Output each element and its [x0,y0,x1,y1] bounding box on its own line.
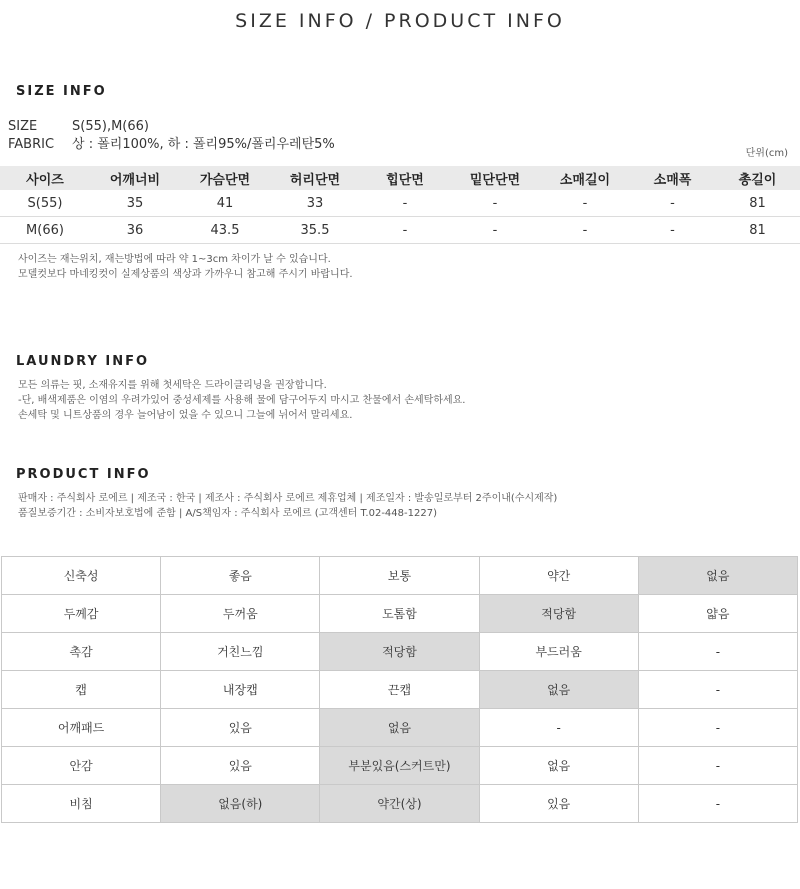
fabric-value: 상 : 폴리100%, 하 : 폴리95%/폴리우레탄5% [72,137,335,152]
size-table-header: 어깨너비 [90,166,180,190]
feel-option: 적당함 [320,633,479,671]
unit-label: 단위(cm) [745,148,788,159]
page-title: SIZE INFO / PRODUCT INFO [235,10,565,32]
feel-option: 두꺼움 [161,595,320,633]
size-notes [18,252,353,282]
feel-row [2,595,798,633]
feel-option: 끈캡 [320,671,479,709]
size-cell: S(55) [0,190,90,217]
feel-option: 내장캡 [161,671,320,709]
laundry-line: -단, 배색제품은 이염의 우려가있어 중성세제를 사용해 물에 담구어두지 마시고 찬물에서 손세탁하세요. [18,395,466,406]
product-notes [18,491,557,521]
feel-option: 보통 [320,557,479,595]
feel-option: - [638,785,797,823]
feel-row-label: 촉감 [2,633,161,671]
size-cell: 41 [180,190,270,217]
fabric-feel-table [1,556,798,823]
size-table-header: 총길이 [715,166,800,190]
size-cell: - [360,217,450,244]
size-cell: - [630,190,715,217]
size-cell: - [540,190,630,217]
size-cell: - [630,217,715,244]
size-note-line: 모델컷보다 마네킹컷이 실제상품의 색상과 가까우니 참고해 주시기 바랍니다. [18,269,353,280]
size-note-line: 사이즈는 재는위치, 재는방법에 따라 약 1~3cm 차이가 날 수 있습니다. [18,254,331,265]
feel-option: - [638,747,797,785]
feel-option: 얇음 [638,595,797,633]
feel-option: - [638,709,797,747]
size-cell: - [540,217,630,244]
feel-row-label: 안감 [2,747,161,785]
size-table-header: 사이즈 [0,166,90,190]
size-info-heading: SIZE INFO [16,84,107,99]
feel-row-label: 두께감 [2,595,161,633]
feel-row-label: 신축성 [2,557,161,595]
feel-option: 약간(상) [320,785,479,823]
size-table-header: 소매길이 [540,166,630,190]
feel-option: - [638,671,797,709]
feel-option: 약간 [479,557,638,595]
product-line: 판매자 : 주식회사 로에르 | 제조국 : 한국 | 제조사 : 주식회사 로에르 제휴업체 | 제조일자 : 발송일로부터 2주이내(수시제작) [18,493,558,504]
feel-option: 없음 [320,709,479,747]
size-cell: - [450,217,540,244]
feel-option: 없음 [479,747,638,785]
size-cell: 81 [715,190,800,217]
fabric-spec [8,133,335,152]
feel-option: 적당함 [479,595,638,633]
feel-option: 부분있음(스커트만) [320,747,479,785]
laundry-line: 모든 의류는 핏, 소재유지를 위해 첫세탁은 드라이클리닝을 권장합니다. [18,380,327,391]
size-cell: - [360,190,450,217]
feel-option: 있음 [161,747,320,785]
product-info-heading: PRODUCT INFO [16,467,151,482]
feel-option: 없음 [638,557,797,595]
feel-option: - [638,633,797,671]
size-table-header-row [0,166,800,190]
feel-row [2,785,798,823]
size-label: SIZE [8,119,38,134]
size-table [0,166,800,244]
table-row [0,190,800,217]
size-cell: - [450,190,540,217]
size-spec [8,119,149,134]
feel-row [2,633,798,671]
size-cell: 36 [90,217,180,244]
size-table-header: 허리단면 [270,166,360,190]
feel-option: 있음 [161,709,320,747]
feel-option: 없음 [479,671,638,709]
size-table-header: 가슴단면 [180,166,270,190]
feel-row [2,709,798,747]
feel-option: 부드러움 [479,633,638,671]
feel-row-label: 캡 [2,671,161,709]
size-value: S(55),M(66) [72,119,149,134]
feel-row-label: 어깨패드 [2,709,161,747]
feel-option: 있음 [479,785,638,823]
feel-option: 좋음 [161,557,320,595]
size-cell: 81 [715,217,800,244]
product-line: 품질보증기간 : 소비자보호법에 준함 | A/S책임자 : 주식회사 로에르 (고객센터 T.02-448-1227) [18,508,437,519]
size-cell: 43.5 [180,217,270,244]
feel-option: 없음(하) [161,785,320,823]
feel-row [2,671,798,709]
feel-option: 도톰함 [320,595,479,633]
size-cell: 35.5 [270,217,360,244]
feel-option: - [479,709,638,747]
fabric-label: FABRIC [8,137,55,152]
size-cell: M(66) [0,217,90,244]
laundry-line: 손세탁 및 니트상품의 경우 늘어남이 었을 수 있으니 그늘에 뉘어서 말리세요. [18,410,353,421]
table-row [0,217,800,244]
size-cell: 35 [90,190,180,217]
feel-row [2,747,798,785]
size-table-header: 소매폭 [630,166,715,190]
feel-row-label: 비침 [2,785,161,823]
size-table-header: 밑단단면 [450,166,540,190]
laundry-notes [18,378,465,423]
size-table-header: 힙단면 [360,166,450,190]
size-cell: 33 [270,190,360,217]
laundry-info-heading: LAUNDRY INFO [16,354,150,369]
feel-option: 거친느낌 [161,633,320,671]
feel-row [2,557,798,595]
